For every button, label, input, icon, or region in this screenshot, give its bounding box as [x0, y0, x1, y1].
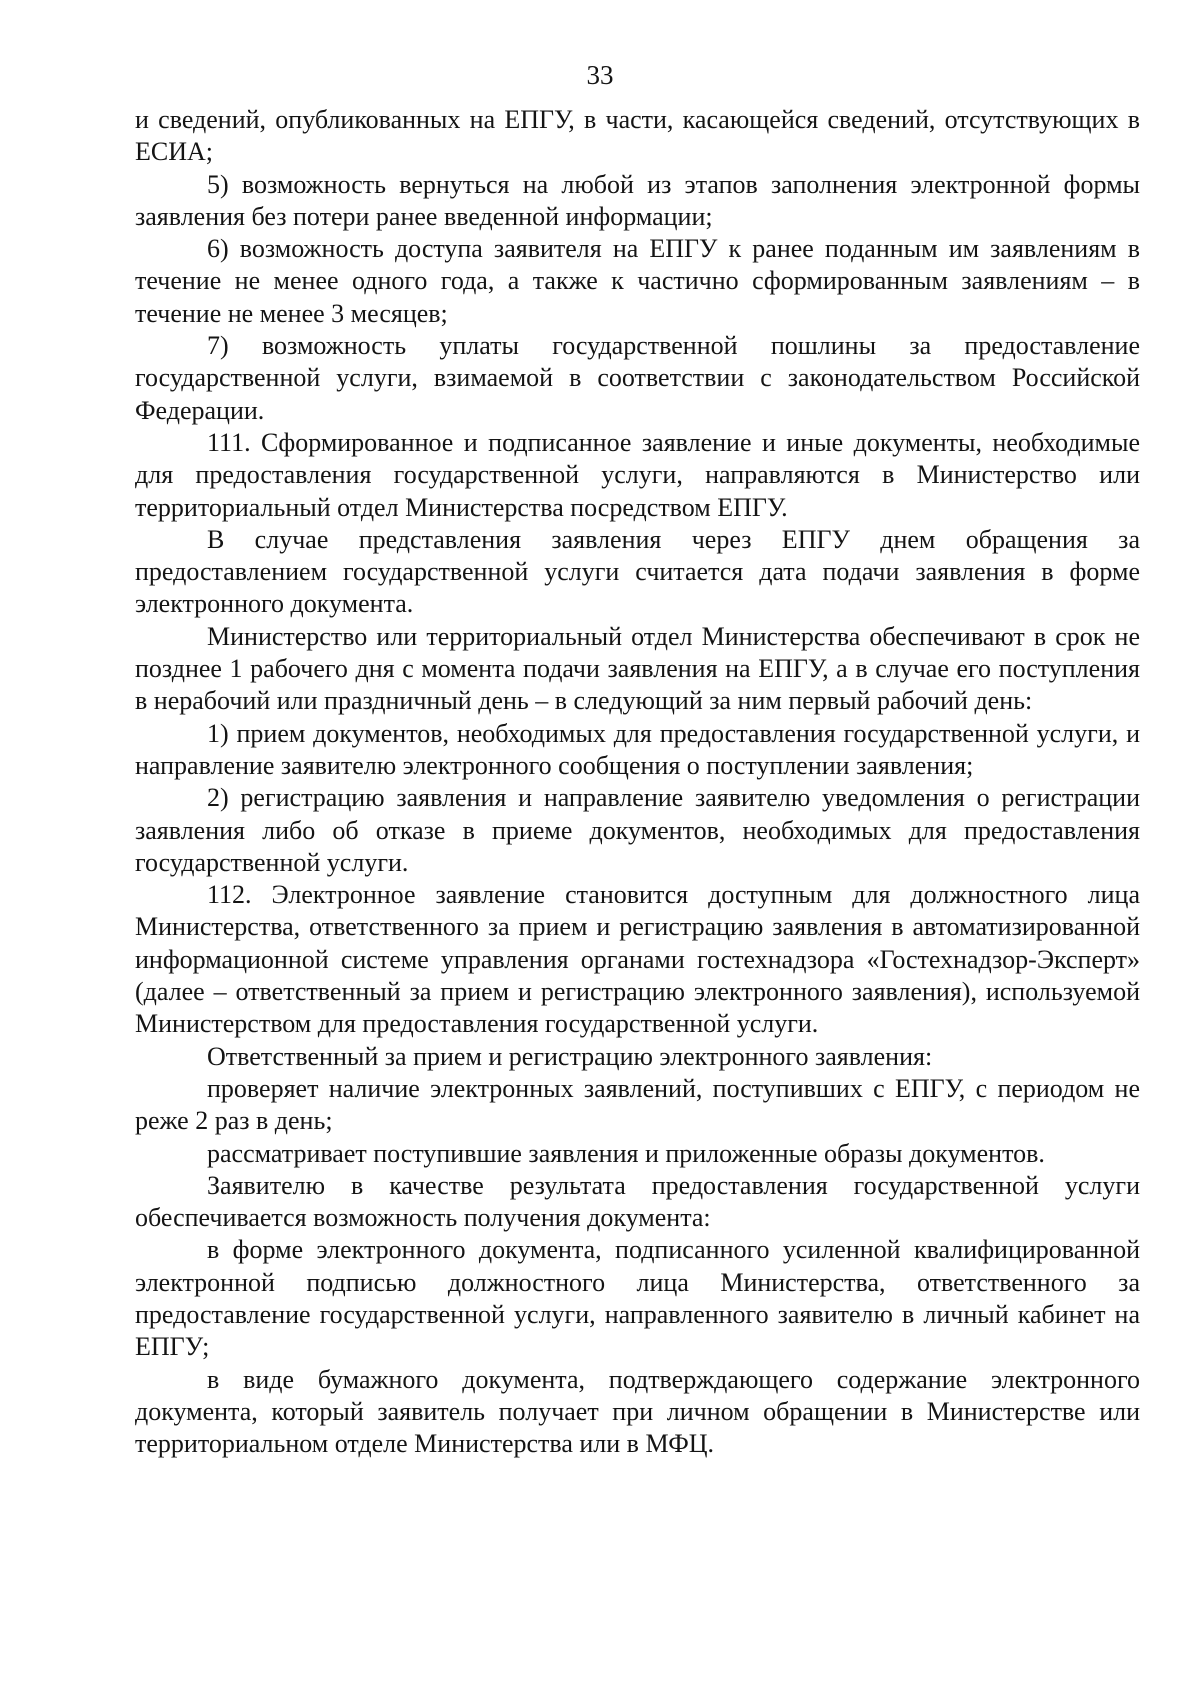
document-body: [135, 104, 1140, 1460]
paragraph-checks: проверяет наличие электронных заявлений, поступивших с ЕПГУ, с периодом не реже 2 раз в день;: [135, 1073, 1140, 1136]
paragraph-section-111: 111. Сформированное и подписанное заявление и иные документы, необходимые для предоставления государственной услуги, направляются в Министерство или территориальный отдел Министерства посредством ЕПГУ.: [135, 427, 1140, 522]
paragraph-result-options: Заявителю в качестве результата предоставления государственной услуги обеспечивается возможность получения документа:: [135, 1170, 1140, 1233]
paragraph-item-5: 5) возможность вернуться на любой из этапов заполнения электронной формы заявления без потери ранее введенной информации;: [135, 169, 1140, 231]
paragraph-obligation-2: 2) регистрацию заявления и направление заявителю уведомления о регистрации заявления либо об отказе в приеме документов, необходимых для предоставления государственной услуги.: [135, 783, 1140, 877]
paragraph-continuation: и сведений, опубликованных на ЕПГУ, в части, касающейся сведений, отсутствующих в ЕСИА;: [135, 105, 1140, 167]
paragraph-ministry-obligations: Министерство или территориальный отдел Министерства обеспечивают в срок не позднее 1 рабочего дня с момента подачи заявления на ЕПГУ, а в случае его поступления в нерабочий или праздничный день – в следующий за ним первый рабочий день:: [135, 621, 1140, 716]
paragraph-responsible-person: Ответственный за прием и регистрацию электронного заявления:: [207, 1041, 933, 1071]
paragraph-section-112: 112. Электронное заявление становится доступным для должностного лица Министерства, ответственного за прием и регистрацию заявления в автоматизированной информационной системе управления органами гостехнадзора «Гостехнадзор-Эксперт» (далее – ответственный за прием и регистрацию электронного заявления), используемой Министерством для предоставления государственной услуги.: [135, 880, 1140, 1039]
paragraph-filing-date: В случае представления заявления через ЕПГУ днем обращения за предоставлением государственной услуги считается дата подачи заявления в форме электронного документа.: [135, 524, 1140, 619]
paragraph-electronic-form: в форме электронного документа, подписанного усиленной квалифицированной электронной подписью должностного лица Министерства, ответственного за предоставление государственной услуги, направленного заявителю в личный кабинет на ЕПГУ;: [135, 1235, 1140, 1362]
paragraph-reviews: рассматривает поступившие заявления и приложенные образы документов.: [207, 1138, 1045, 1168]
paragraph-paper-form: в виде бумажного документа, подтверждающего содержание электронного документа, который заявитель получает при личном обращении в Министерстве или территориальном отделе Министерства или в МФЦ.: [135, 1364, 1140, 1459]
paragraph-item-6: 6) возможность доступа заявителя на ЕПГУ к ранее поданным им заявлениям в течение не менее одного года, а также к частично сформированным заявлениям – в течение не менее 3 месяцев;: [135, 234, 1140, 328]
paragraph-obligation-1: 1) прием документов, необходимых для предоставления государственной услуги, и направление заявителю электронного сообщения о поступлении заявления;: [135, 718, 1140, 780]
paragraph-item-7: 7) возможность уплаты государственной пошлины за предоставление государственной услуги, взимаемой в соответствии с законодательством Российской Федерации.: [135, 331, 1140, 425]
page-number: 33: [586, 60, 614, 90]
